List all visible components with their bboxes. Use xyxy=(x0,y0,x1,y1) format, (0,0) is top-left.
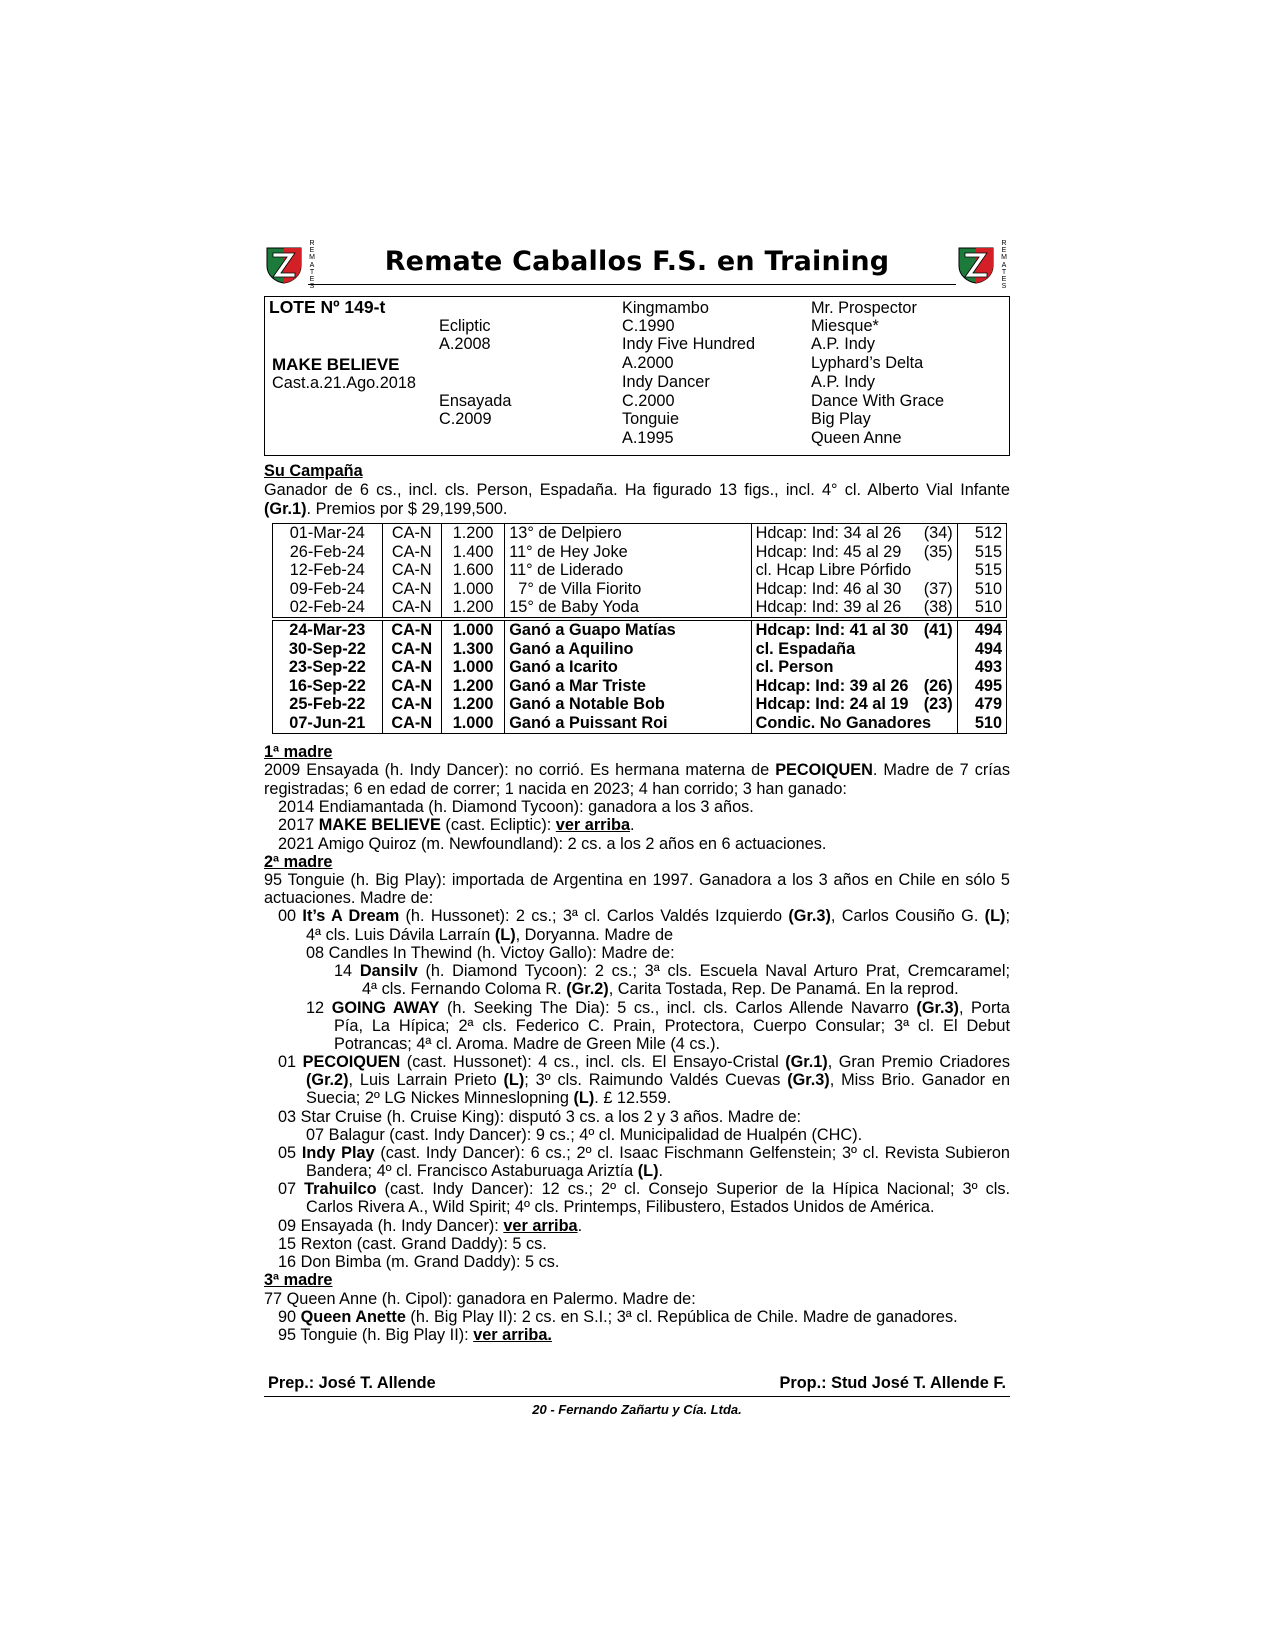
run-distance: 1.400 xyxy=(441,543,504,562)
pedigree-gen3-item: Big Play xyxy=(811,410,871,428)
horse-info: Cast.a.21.Ago.2018 xyxy=(272,374,416,392)
lot-number: LOTE Nº 149-t xyxy=(269,297,386,317)
run-track: CA-N xyxy=(382,561,441,580)
run-result: Ganó a Notable Bob xyxy=(505,695,751,714)
run-result: Ganó a Guapo Matías xyxy=(505,621,751,640)
page-title: Remate Caballos F.S. en Training xyxy=(384,246,890,277)
run-track: CA-N xyxy=(382,695,441,714)
page-number-note: 20 - Fernando Zañartu y Cía. Ltda. xyxy=(532,1402,742,1417)
second-dam-foal: 01 PECOIQUEN (cast. Hussonet): 4 cs., incl. cls. El Ensayo-Cristal (Gr.1), Gran Premio Criadores xyxy=(278,1053,1010,1071)
pedigree-gen3-item: Lyphard’s Delta xyxy=(811,354,924,372)
second-dam-foal: 03 Star Cruise (h. Cruise King): disputó 3 cs. a los 2 y 3 años. Madre de: xyxy=(278,1108,802,1126)
remates-logo-left xyxy=(264,240,318,291)
run-distance: 1.200 xyxy=(441,677,504,696)
recent-run-row xyxy=(273,580,1007,599)
second-dam-foal: 07 Trahuilco (cast. Indy Dancer): 12 cs.; 2º cl. Consejo Superior de la Hípica Nacional; 3º cls. xyxy=(278,1180,1010,1198)
grade-label: (Gr.1) xyxy=(264,500,307,518)
run-race: Hdcap: Ind: 45 al 29 (35) xyxy=(751,543,957,562)
run-date: 30-Sep-22 xyxy=(273,640,383,659)
pedigree-gen2-item: C.2000 xyxy=(622,392,675,410)
win-row xyxy=(273,658,1007,677)
recent-run-row xyxy=(273,561,1007,580)
pedigree-gen3-item: A.P. Indy xyxy=(811,373,875,391)
run-date: 23-Sep-22 xyxy=(273,658,383,677)
title-underline xyxy=(308,284,956,285)
third-dam-line: 77 Queen Anne (h. Cipol): ganadora en Palermo. Madre de: xyxy=(264,1290,696,1308)
dam-name: Ensayada xyxy=(439,392,512,410)
run-date: 09-Feb-24 xyxy=(273,580,383,599)
see-above-link[interactable]: ver arriba. xyxy=(473,1326,552,1344)
run-distance: 1.200 xyxy=(441,598,504,617)
run-distance: 1.000 xyxy=(441,580,504,599)
see-above-link[interactable]: ver arriba xyxy=(503,1217,578,1235)
run-track: CA-N xyxy=(382,714,441,733)
run-weight: 515 xyxy=(957,561,1006,580)
run-race: Hdcap: Ind: 34 al 26 (34) xyxy=(751,524,957,543)
pedigree-gen2-item: C.1990 xyxy=(622,317,675,335)
recent-run-row xyxy=(273,524,1007,543)
run-result: Ganó a Mar Triste xyxy=(505,677,751,696)
second-dam-foal: 15 Rexton (cast. Grand Daddy): 5 cs. xyxy=(278,1235,547,1253)
run-distance: 1.200 xyxy=(441,695,504,714)
wins-table xyxy=(272,620,1007,734)
win-row xyxy=(273,640,1007,659)
second-dam-foal: 09 Ensayada (h. Indy Dancer): ver arriba. xyxy=(278,1217,583,1235)
first-dam-foal: 2017 MAKE BELIEVE (cast. Ecliptic): ver arriba. xyxy=(278,816,635,834)
second-dam-foal: 05 Indy Play (cast. Indy Dancer): 6 cs.; 2º cl. Isaac Fischmann Gelfenstein; 3º cl. Revista Subieron xyxy=(278,1144,1010,1162)
pedigree-gen3-item: Dance With Grace xyxy=(811,392,945,410)
campaign-heading: Su Campaña xyxy=(264,462,363,480)
shield-logo-icon xyxy=(264,244,304,284)
second-dam-foal: 07 Balagur (cast. Indy Dancer): 9 cs.; 4º cl. Municipalidad de Hualpén (CHC). xyxy=(306,1126,863,1144)
second-dam-foal: Pía, La Hípica; 2ª cls. Federico C. Prain, Protectora, Cuerpo Consular; 3ª cl. El Debut xyxy=(334,1017,1010,1035)
recent-run-row xyxy=(273,543,1007,562)
third-dam-foal: 95 Tonguie (h. Big Play II): ver arriba. xyxy=(278,1326,552,1344)
second-dam-foal: 16 Don Bimba (m. Grand Daddy): 5 cs. xyxy=(278,1253,560,1271)
win-row xyxy=(273,621,1007,640)
run-distance: 1.000 xyxy=(441,621,504,640)
owner-label: Prop.: Stud José T. Allende F. xyxy=(779,1374,1006,1392)
run-date: 02-Feb-24 xyxy=(273,598,383,617)
run-result: Ganó a Icarito xyxy=(505,658,751,677)
second-dam-line: actuaciones. Madre de: xyxy=(264,889,434,907)
run-date: 12-Feb-24 xyxy=(273,561,383,580)
run-track: CA-N xyxy=(382,621,441,640)
run-race: Hdcap: Ind: 24 al 19 (23) xyxy=(751,695,957,714)
run-track: CA-N xyxy=(382,677,441,696)
run-race: cl. Person xyxy=(751,658,957,677)
run-result: Ganó a Aquilino xyxy=(505,640,751,659)
second-dam-foal: Carlos Rivera A., Wild Spirit; 4º cls. Printemps, Filibustero, Estados Unidos de América. xyxy=(306,1198,935,1216)
pedigree-gen3-item: Queen Anne xyxy=(811,429,902,447)
run-distance: 1.300 xyxy=(441,640,504,659)
run-distance: 1.000 xyxy=(441,658,504,677)
recent-run-row xyxy=(273,598,1007,617)
first-dam-line: registradas; 6 en edad de correr; 1 nacida en 2023; 4 han corrido; 3 han ganado: xyxy=(264,780,847,798)
second-dam-foal: Potrancas; 4ª cl. Aroma. Madre de Green Mile (4 cs.). xyxy=(334,1035,721,1053)
campaign-prize: . Premios por $ 29,199,500. xyxy=(306,500,508,518)
run-track: CA-N xyxy=(382,598,441,617)
campaign-text-line2 xyxy=(264,500,507,519)
pedigree-gen2-item: Indy Dancer xyxy=(622,373,710,391)
run-weight: 479 xyxy=(957,695,1006,714)
horse-name: MAKE BELIEVE xyxy=(272,355,400,374)
pedigree-gen3-item: A.P. Indy xyxy=(811,335,875,353)
run-result: 11° de Hey Joke xyxy=(505,543,751,562)
pedigree-box xyxy=(264,296,1010,456)
run-track: CA-N xyxy=(382,640,441,659)
pedigree-gen2-item: Indy Five Hundred xyxy=(622,335,756,353)
footer-divider xyxy=(264,1396,1010,1397)
pedigree-gen3-item: Miesque* xyxy=(811,317,879,335)
run-track: CA-N xyxy=(382,580,441,599)
first-dam-foal: 2014 Endiamantada (h. Diamond Tycoon): ganadora a los 3 años. xyxy=(278,798,754,816)
second-dam-line: 95 Tonguie (h. Big Play): importada de Argentina en 1997. Ganadora a los 3 años en Chile en sólo 5 xyxy=(264,871,1010,889)
win-row xyxy=(273,695,1007,714)
run-distance: 1.000 xyxy=(441,714,504,733)
first-dam-heading: 1ª madre xyxy=(264,743,333,761)
second-dam-foal: (Gr.2), Luis Larrain Prieto (L); 3º cls. Raimundo Valdés Cuevas (Gr.3), Miss Brio. Ganador en xyxy=(306,1071,1010,1089)
pedigree-gen2-item: Tonguie xyxy=(622,410,680,428)
run-weight: 510 xyxy=(957,714,1006,733)
run-date: 25-Feb-22 xyxy=(273,695,383,714)
run-weight: 515 xyxy=(957,543,1006,562)
pedigree-gen2-item: Kingmambo xyxy=(622,299,709,317)
run-weight: 494 xyxy=(957,621,1006,640)
run-race: Hdcap: Ind: 46 al 30 (37) xyxy=(751,580,957,599)
second-dam-foal: 4ª cls. Fernando Coloma R. (Gr.2), Carita Tostada, Rep. De Panamá. En la reprod. xyxy=(362,980,959,998)
run-distance: 1.600 xyxy=(441,561,504,580)
second-dam-foal: 14 Dansilv (h. Diamond Tycoon): 2 cs.; 3ª cls. Escuela Naval Arturo Prat, Cremcaramel; xyxy=(334,962,1011,980)
second-dam-foal: 12 GOING AWAY (h. Seeking The Dia): 5 cs., incl. cls. Carlos Allende Navarro (Gr.3), Porta xyxy=(306,999,1010,1017)
run-weight: 510 xyxy=(957,598,1006,617)
second-dam-heading: 2ª madre xyxy=(264,853,333,871)
run-distance: 1.200 xyxy=(441,524,504,543)
win-row xyxy=(273,677,1007,696)
run-result: 13° de Delpiero xyxy=(505,524,751,543)
run-weight: 512 xyxy=(957,524,1006,543)
run-track: CA-N xyxy=(382,543,441,562)
logo-vertical-text: R E M A T E S xyxy=(1001,240,1007,291)
shield-logo-icon xyxy=(956,244,996,284)
run-race: Condic. No Ganadores xyxy=(751,714,957,733)
run-weight: 510 xyxy=(957,580,1006,599)
run-date: 07-Jun-21 xyxy=(273,714,383,733)
campaign-text-line1: Ganador de 6 cs., incl. cls. Person, Espadaña. Ha figurado 13 figs., incl. 4° cl. Alberto Vial Infante xyxy=(264,481,1010,499)
run-race: cl. Hcap Libre Pórfido xyxy=(751,561,957,580)
second-dam-foal: Suecia; 2º LG Nickes Minneslopning (L). £ 12.559. xyxy=(306,1089,672,1107)
pedigree-gen2-item: A.2000 xyxy=(622,354,674,372)
second-dam-foal: 00 It’s A Dream (h. Hussonet): 2 cs.; 3ª cl. Carlos Valdés Izquierdo (Gr.3), Carlos Cousiño G. (L); xyxy=(278,907,1010,925)
run-date: 01-Mar-24 xyxy=(273,524,383,543)
sire-info: A.2008 xyxy=(439,335,491,353)
logo-vertical-text: R E M A T E S xyxy=(309,240,315,291)
run-race: Hdcap: Ind: 39 al 26 (26) xyxy=(751,677,957,696)
see-above-link[interactable]: ver arriba xyxy=(555,816,631,834)
second-dam-foal: Bandera; 4º cl. Francisco Astaburuaga Ariztía (L). xyxy=(306,1162,664,1180)
pedigree-gen3-item: Mr. Prospector xyxy=(811,299,917,317)
run-result: 11° de Liderado xyxy=(505,561,751,580)
run-date: 16-Sep-22 xyxy=(273,677,383,696)
sire-name: Ecliptic xyxy=(439,317,491,335)
trainer-label: Prep.: José T. Allende xyxy=(268,1374,436,1392)
run-result: 7° de Villa Fiorito xyxy=(505,580,751,599)
second-dam-foal: 4ª cls. Luis Dávila Larraín (L), Doryanna. Madre de xyxy=(306,926,674,944)
run-weight: 495 xyxy=(957,677,1006,696)
third-dam-heading: 3ª madre xyxy=(264,1271,333,1289)
run-track: CA-N xyxy=(382,524,441,543)
win-row xyxy=(273,714,1007,733)
third-dam-foal: 90 Queen Anette (h. Big Play II): 2 cs. en S.I.; 3ª cl. República de Chile. Madre de ganadores. xyxy=(278,1308,958,1326)
run-race: Hdcap: Ind: 41 al 30 (41) xyxy=(751,621,957,640)
run-date: 26-Feb-24 xyxy=(273,543,383,562)
first-dam-foal: 2021 Amigo Quiroz (m. Newfoundland): 2 cs. a los 2 años en 6 actuaciones. xyxy=(278,835,827,853)
run-race: Hdcap: Ind: 39 al 26 (38) xyxy=(751,598,957,617)
pedigree-gen2-item: A.1995 xyxy=(622,429,674,447)
remates-logo-right xyxy=(956,240,1010,291)
run-weight: 494 xyxy=(957,640,1006,659)
run-result: Ganó a Puissant Roi xyxy=(505,714,751,733)
dam-info: C.2009 xyxy=(439,410,492,428)
run-race: cl. Espadaña xyxy=(751,640,957,659)
recent-runs-table xyxy=(272,523,1007,618)
run-result: 15° de Baby Yoda xyxy=(505,598,751,617)
run-date: 24-Mar-23 xyxy=(273,621,383,640)
run-weight: 493 xyxy=(957,658,1006,677)
second-dam-foal: 08 Candles In Thewind (h. Victoy Gallo): Madre de: xyxy=(306,944,675,962)
first-dam-line: 2009 Ensayada (h. Indy Dancer): no corrió. Es hermana materna de PECOIQUEN. Madre de 7 crías xyxy=(264,761,1010,779)
run-track: CA-N xyxy=(382,658,441,677)
